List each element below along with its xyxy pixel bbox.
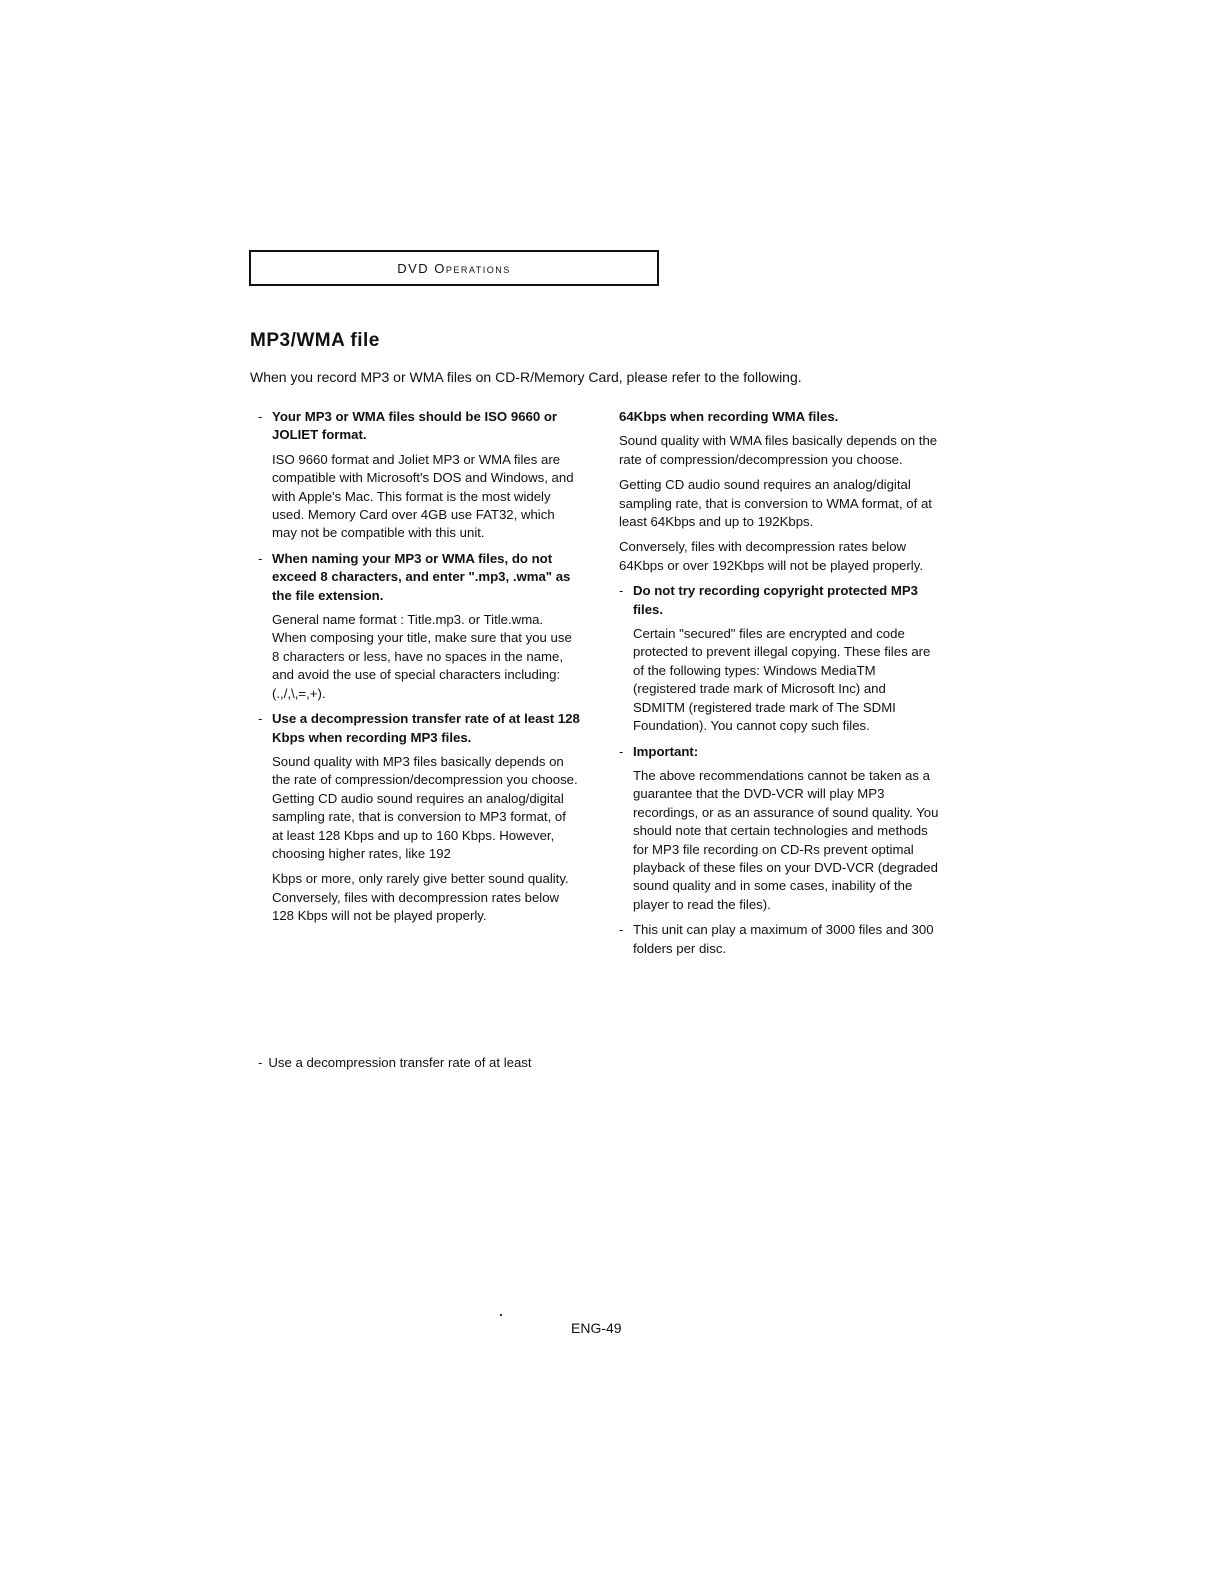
list-item <box>258 550 580 605</box>
stray-dot <box>500 1314 502 1316</box>
list-item-paragraph: ISO 9660 format and Joliet MP3 or WMA files are compatible with Microsoft's DOS and Windows, and with Apple's Mac. This format is the most widely used. Memory Card over 4GB use FAT32, which may not be compatible with this unit. <box>272 451 574 541</box>
list-item-paragraph: Sound quality with WMA files basically depends on the rate of compression/decompression you choose. <box>619 433 938 467</box>
list-item-heading: Use a decompression transfer rate of at least 128 Kbps when recording MP3 files. <box>272 711 580 745</box>
list-item-paragraph: Kbps or more, only rarely give better sound quality. Conversely, files with decompression rates below 128 Kbps will not be played properly. <box>272 871 569 924</box>
list-item <box>258 710 580 747</box>
list-item-continued <box>619 408 941 426</box>
page-title: MP3/WMA file <box>250 330 380 351</box>
list-item <box>619 743 941 761</box>
bottom-list-item <box>258 1055 598 1070</box>
list-dash: - <box>258 1055 263 1070</box>
list-item-heading: 64Kbps when recording WMA files. <box>619 409 839 424</box>
list-dash: - <box>619 922 624 938</box>
right-column <box>619 408 941 964</box>
list-item-paragraph: The above recommendations cannot be taken as a guarantee that the DVD-VCR will play MP3 recordings, or as an assurance of sound quality. You should note that certain technologies and methods for MP3 file recording on CD-Rs prevent optimal playback of these files on your DVD-VCR (degraded sound quality and in some cases, inability of the player to read the files). <box>633 767 939 912</box>
list-item <box>619 582 941 619</box>
section-header-text: DVD Operations <box>397 260 511 276</box>
list-item-paragraph: Certain "secured" files are encrypted and code protected to prevent illegal copying. These files are of the following types: Windows MediaTM (registered trade mark of Microsoft Inc) and SDMITM (registered trade mark of The SDMI Foundation). You cannot copy such files. <box>633 626 931 734</box>
list-dash: - <box>258 550 263 566</box>
bottom-list-item-text: Use a decompression transfer rate of at least <box>268 1055 532 1070</box>
list-item-text: This unit can play a maximum of 3000 files and 300 folders per disc. <box>633 922 934 956</box>
list-item-paragraph: Conversely, files with decompression rates below 64Kbps or over 192Kbps will not be played properly. <box>619 539 923 573</box>
left-column <box>258 408 580 933</box>
list-item-heading: Your MP3 or WMA files should be ISO 9660 or JOLIET format. <box>272 409 558 443</box>
list-item-paragraph: Getting CD audio sound requires an analog/digital sampling rate, that is conversion to WMA format, of at least 64Kbps and up to 192Kbps. <box>619 477 932 530</box>
list-dash: - <box>619 743 624 759</box>
list-item <box>619 921 941 958</box>
section-header-box <box>249 250 659 286</box>
list-item-heading: Do not try recording copyright protected MP3 files. <box>633 583 919 617</box>
list-item-paragraph: General name format : Title.mp3. or Title.wma. When composing your title, make sure that you use 8 characters or less, have no spaces in the name, and avoid the use of special characters including: (.,/,\,=,+). <box>272 612 572 701</box>
list-item-heading: Important: <box>633 743 699 759</box>
intro-text: When you record MP3 or WMA files on CD-R/Memory Card, please refer to the following. <box>250 369 802 385</box>
list-dash: - <box>619 583 624 599</box>
list-dash: - <box>258 409 263 424</box>
list-item-heading: When naming your MP3 or WMA files, do not exceed 8 characters, and enter ".mp3, .wma" as the file extension. <box>272 550 571 603</box>
list-item-paragraph: Sound quality with MP3 files basically depends on the rate of compression/decompression you choose. Getting CD audio sound requires an analog/digital sampling rate, that is conversion to MP3 format, of at least 128 Kbps and up to 160 Kbps. However, choosing higher rates, like 192 <box>272 753 578 861</box>
list-item <box>258 408 580 445</box>
list-dash: - <box>258 711 263 727</box>
page-number: ENG-49 <box>571 1320 622 1336</box>
